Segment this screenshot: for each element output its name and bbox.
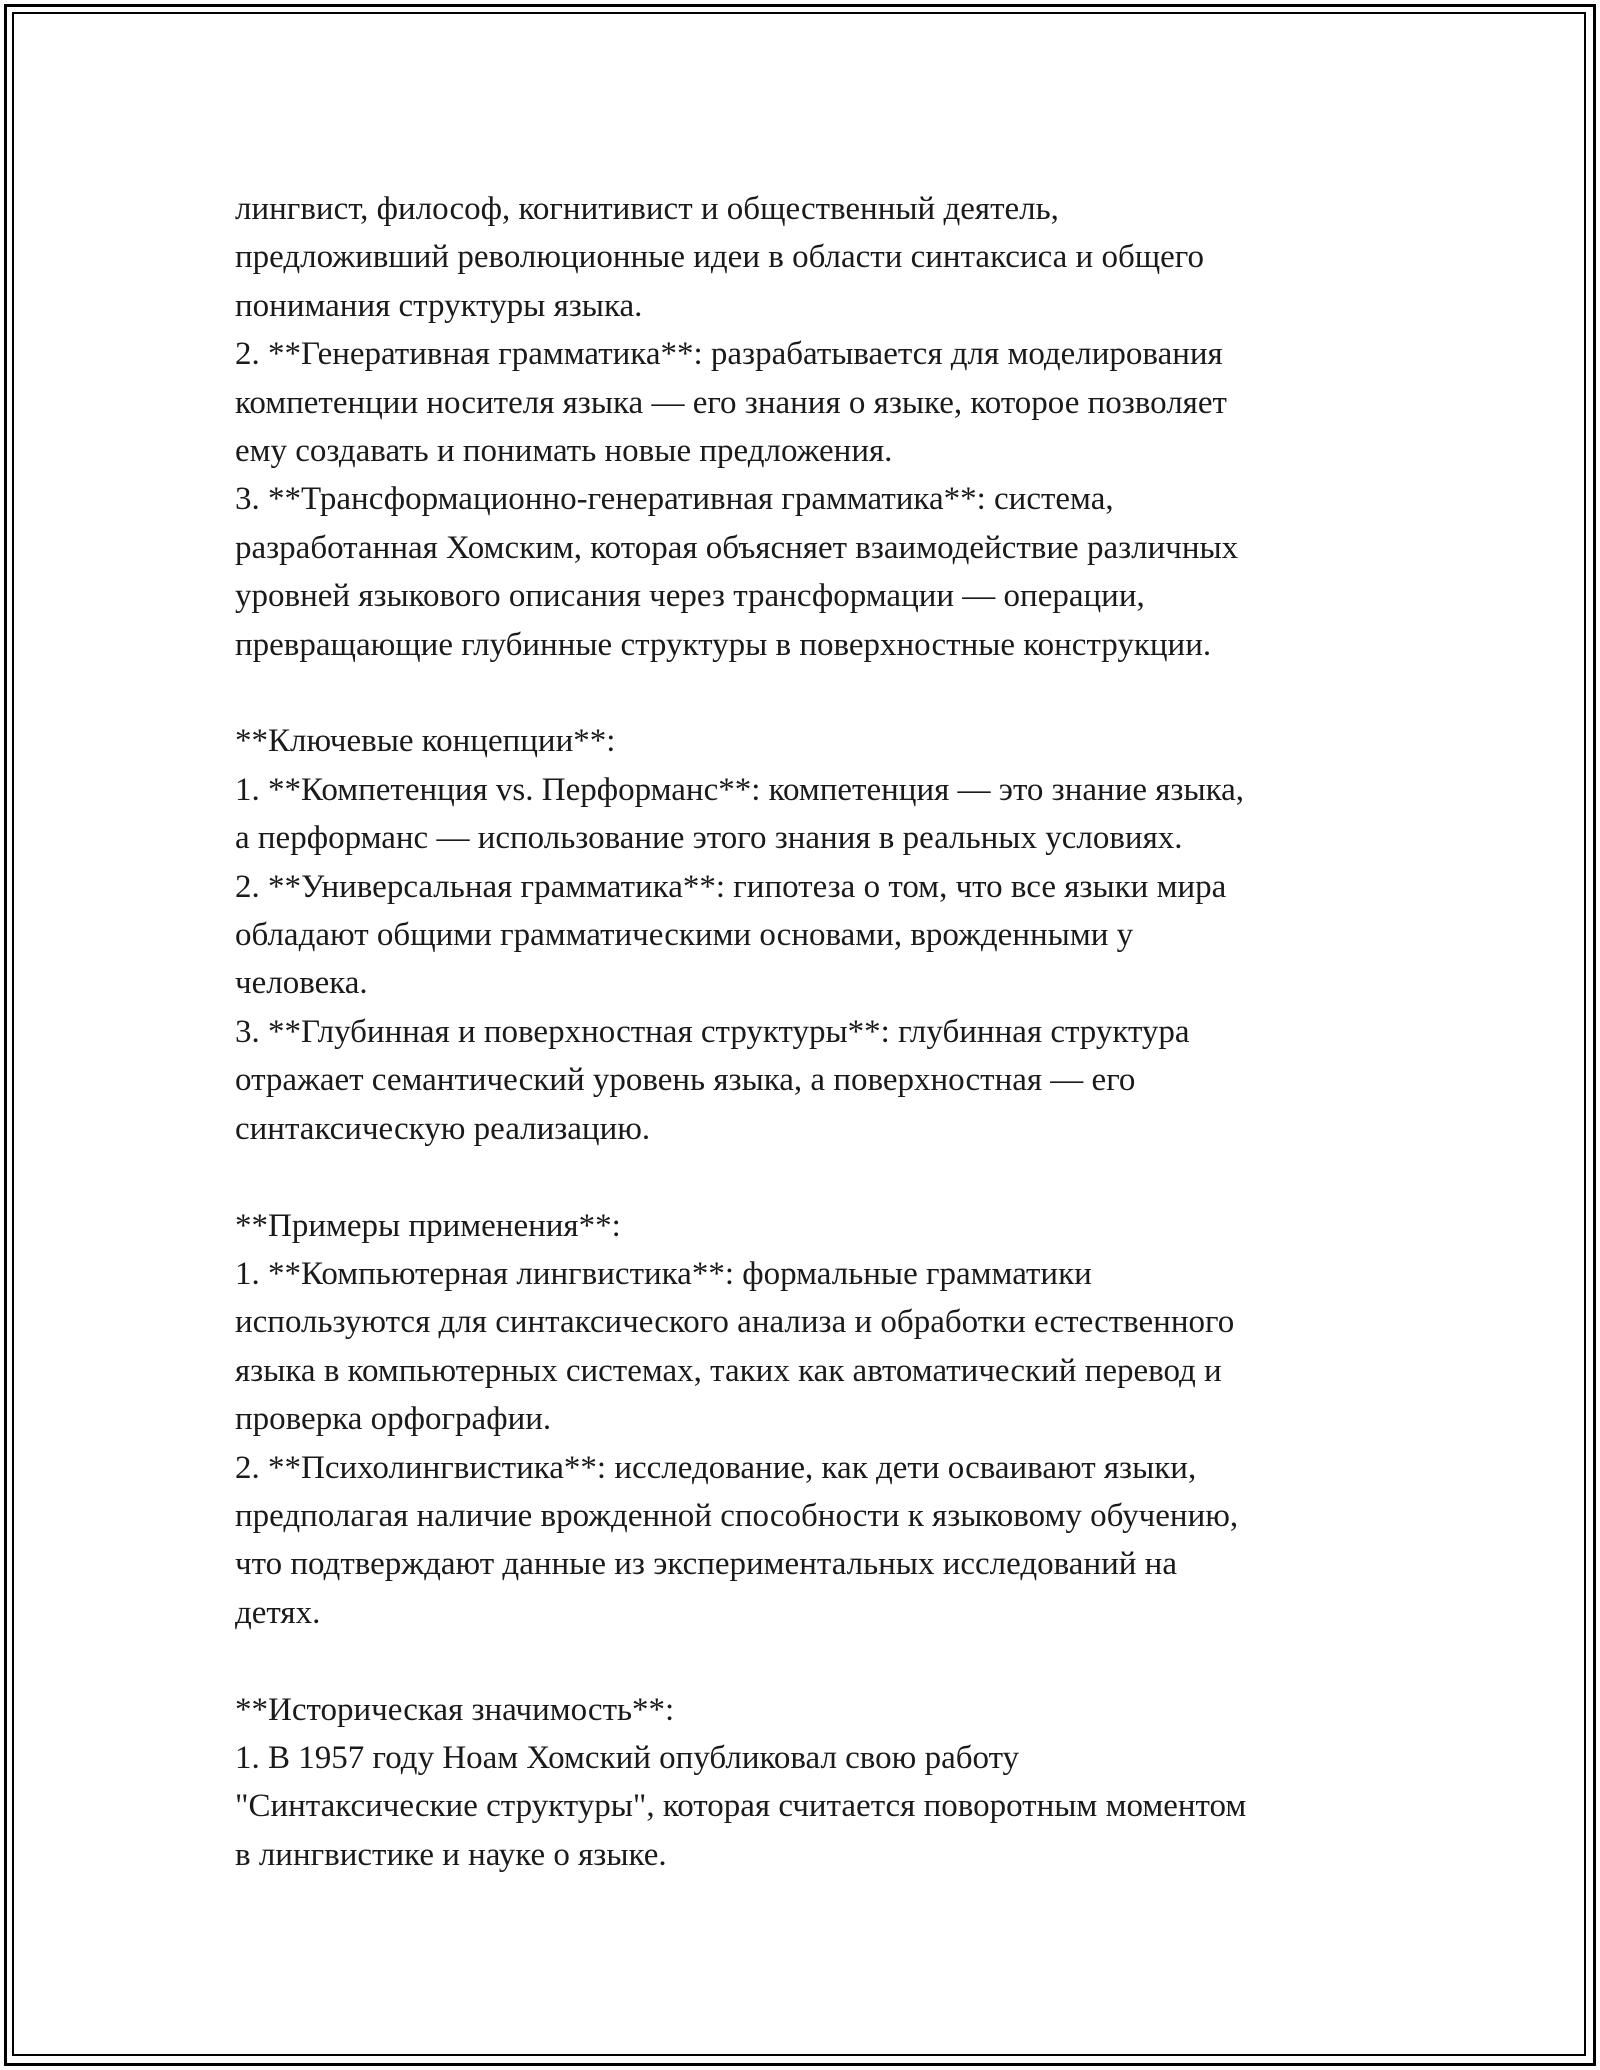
text-line: предполагая наличие врожденной способности к языковому обучению, [235, 1497, 1239, 1534]
text-line: уровней языкового описания через трансформации — операции, [235, 578, 1145, 615]
text-line: проверка орфографии. [235, 1401, 552, 1438]
text-line: детях. [235, 1594, 321, 1631]
section-heading-key-concepts [235, 717, 1405, 765]
text-line: "Синтаксические структуры", которая считается поворотным моментом [235, 1788, 1247, 1825]
blank-line [235, 1153, 1405, 1201]
text-line: а перформанс — использование этого знания в реальных условиях. [235, 820, 1183, 857]
text-line: ему создавать и понимать новые предложения. [235, 433, 893, 470]
text-line: языка в компьютерных системах, таких как автоматический перевод и [235, 1352, 1222, 1389]
text-line: 3. **Глубинная и поверхностная структуры**: глубинная структура [235, 1013, 1190, 1050]
text-line: синтаксическую реализацию. [235, 1110, 651, 1147]
text-line: **Историческая значимость**: [235, 1691, 675, 1728]
text-line: 1. В 1957 году Ноам Хомский опубликовал свою работу [235, 1739, 1020, 1776]
text-line: 2. **Универсальная грамматика**: гипотеза о том, что все языки мира [235, 868, 1227, 905]
text-line: предложивший революционные идеи в области синтаксиса и общего [235, 239, 1205, 276]
blank-line [235, 1637, 1405, 1685]
text-line: 1. **Компьютерная лингвистика**: формальные грамматики [235, 1255, 1092, 1292]
text-line: компетенции носителя языка — его знания о языке, которое позволяет [235, 384, 1227, 421]
text-line: **Ключевые концепции**: [235, 723, 616, 760]
text-line: разработанная Хомским, которая объясняет взаимодействие различных [235, 529, 1239, 566]
text-line: 2. **Генеративная грамматика**: разрабатывается для моделирования [235, 336, 1223, 373]
text-line: превращающие глубинные структуры в поверхностные конструкции. [235, 626, 1212, 663]
text-line: понимания структуры языка. [235, 287, 643, 324]
list-item-psycholinguistics [235, 1444, 1405, 1638]
list-item-syntactic-structures-1957 [235, 1734, 1405, 1879]
list-item-transformational-grammar [235, 475, 1405, 669]
list-item-generative-grammar [235, 330, 1405, 475]
section-heading-application-examples [235, 1202, 1405, 1250]
text-line: 3. **Трансформационно-генеративная грамматика**: система, [235, 481, 1114, 518]
text-line: в лингвистике и науке о языке. [235, 1836, 667, 1873]
document-body [235, 185, 1405, 1879]
text-line: 1. **Компетенция vs. Перформанс**: компетенция — это знание языка, [235, 771, 1245, 808]
list-item-computational-linguistics [235, 1250, 1405, 1444]
text-line: отражает семантический уровень языка, а поверхностная — его [235, 1062, 1136, 1099]
list-item-universal-grammar [235, 863, 1405, 1008]
list-item-competence-performance [235, 766, 1405, 863]
text-line: **Примеры применения**: [235, 1207, 621, 1244]
text-line: обладают общими грамматическими основами, врожденными у [235, 917, 1134, 954]
text-line: используются для синтаксического анализа и обработки естественного [235, 1304, 1235, 1341]
text-line: лингвист, философ, когнитивист и общественный деятель, [235, 191, 1059, 227]
text-line: человека. [235, 965, 368, 1002]
text-line: что подтверждают данные из экспериментальных исследований на [235, 1546, 1177, 1583]
list-item-deep-surface-structures [235, 1008, 1405, 1153]
section-heading-historical-significance [235, 1686, 1405, 1734]
blank-line [235, 669, 1405, 717]
intro-paragraph [235, 185, 1405, 330]
text-line: 2. **Психолингвистика**: исследование, как дети осваивают языки, [235, 1449, 1197, 1486]
